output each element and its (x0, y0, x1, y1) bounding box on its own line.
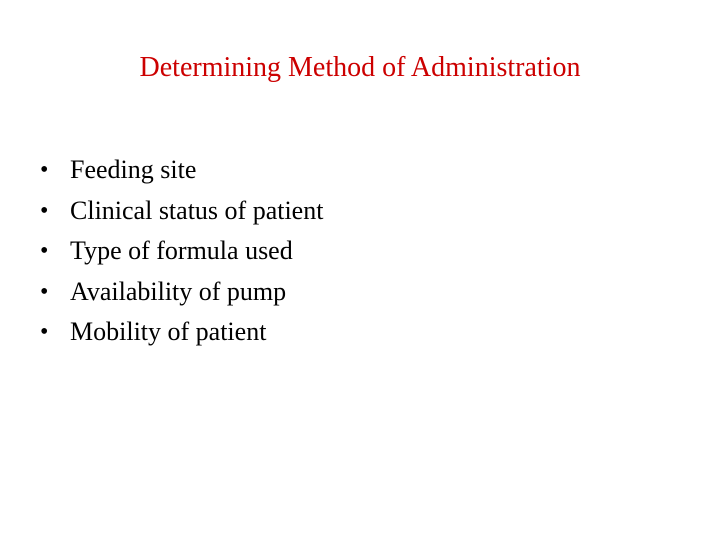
bullet-icon: • (40, 278, 49, 305)
bullet-text: Type of formula used (70, 236, 293, 266)
bullet-text: Mobility of patient (70, 317, 267, 347)
bullet-icon: • (40, 157, 49, 184)
bullet-list (40, 150, 323, 353)
bullet-item-patient-mobility (40, 312, 323, 353)
bullet-item-clinical-status (40, 191, 323, 232)
bullet-item-pump-availability (40, 272, 323, 313)
bullet-icon: • (40, 238, 49, 265)
bullet-icon: • (40, 197, 49, 224)
bullet-item-feeding-site (40, 150, 323, 191)
bullet-text: Feeding site (70, 155, 197, 185)
bullet-text: Availability of pump (70, 276, 287, 306)
bullet-item-formula-type (40, 231, 323, 272)
bullet-icon: • (40, 319, 49, 346)
slide-title: Determining Method of Administration (139, 52, 581, 83)
bullet-text: Clinical status of patient (70, 195, 324, 225)
